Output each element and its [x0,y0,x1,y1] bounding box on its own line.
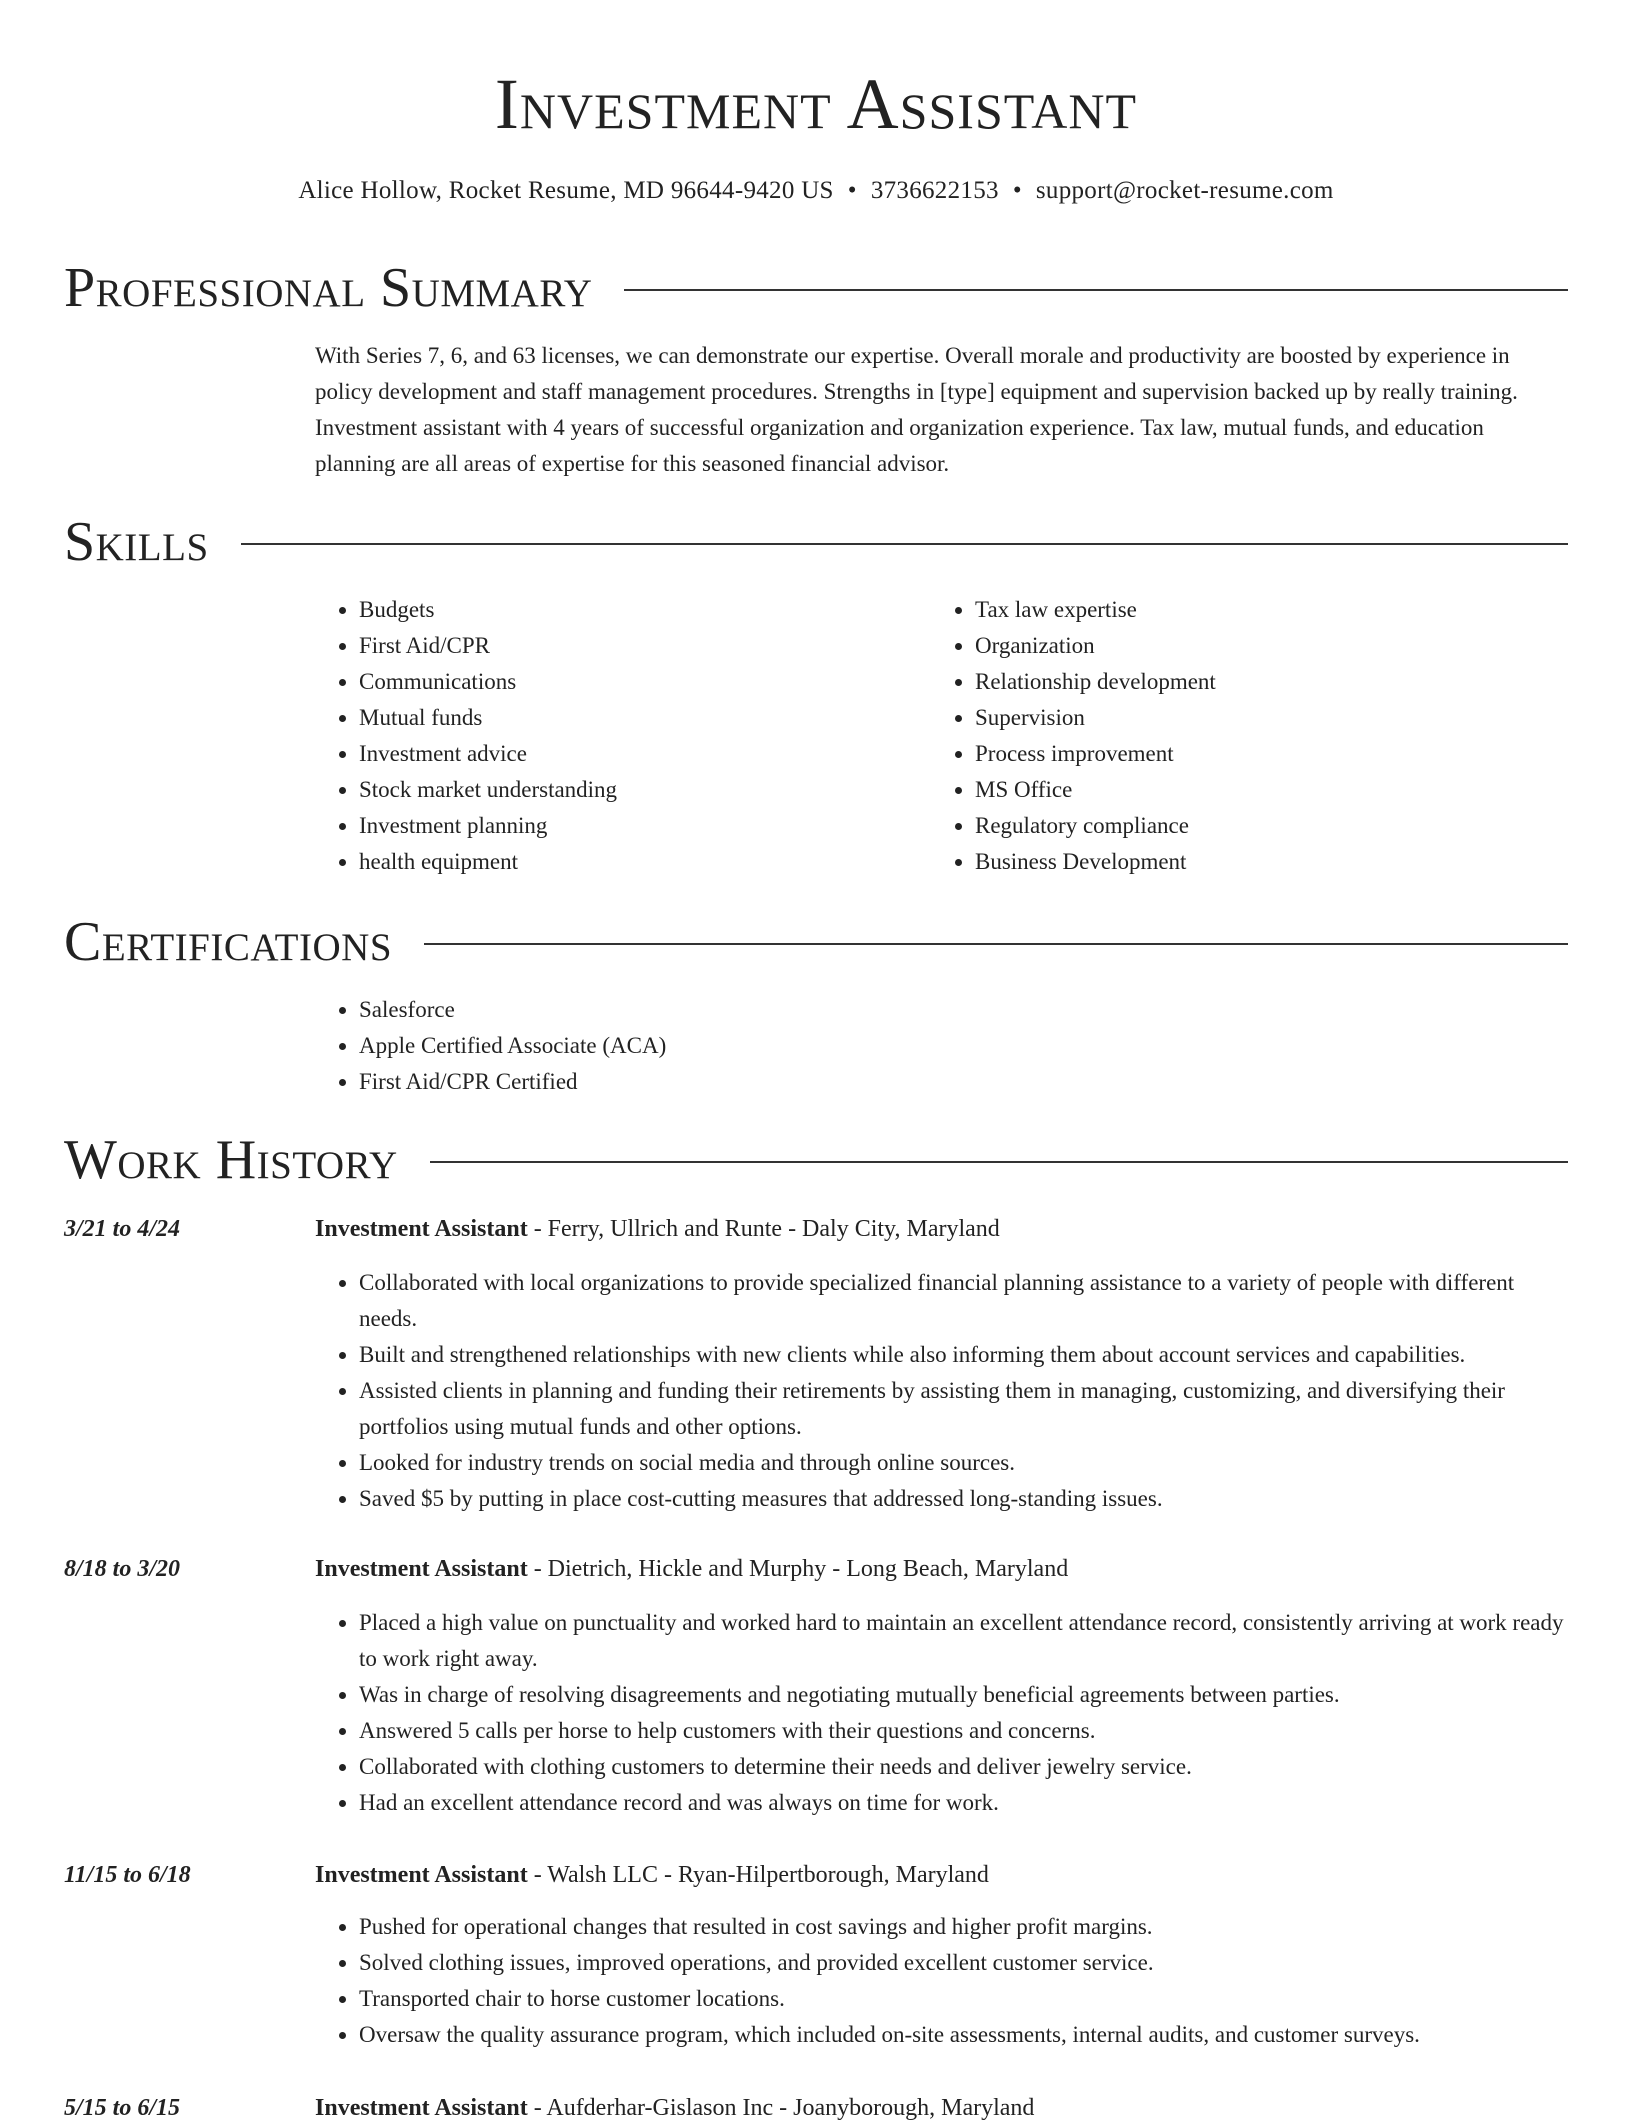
certifications-items [315,992,1215,1100]
contact-email: support@rocket-resume.com [1035,177,1334,204]
job-heading [315,2090,1565,2126]
skill-item: • First Aid/CPR [359,628,875,664]
job-bullet: • Transported chair to horse customer locations. [359,1981,1575,2017]
job-bullet-list [315,1265,1575,1517]
job-bullet-list [315,1605,1575,1821]
skills-column-right [931,592,1531,880]
resume-title: Investment Assistant [494,64,1138,144]
section-header-work-history [64,1128,1568,1192]
section-divider [424,943,1568,945]
skill-item: • Stock market understanding [359,772,875,808]
job-heading [315,1551,1565,1587]
job-employer: - Dietrich, Hickle and Murphy - Long Beach, Maryland [527,1556,1069,1582]
skill-item: • Relationship development [975,664,1531,700]
job-bullets [315,1909,1575,2053]
job-title: Investment Assistant [315,2095,528,2121]
skill-item: • Organization [975,628,1531,664]
job-bullet: • Had an excellent attendance record and was always on time for work. [359,1785,1575,1821]
section-header-certifications [64,910,1568,974]
skills-column-left [315,592,875,880]
job-heading [315,1857,1565,1893]
skill-item: • Budgets [359,592,875,628]
job-dates: 8/18 to 3/20 [64,1556,181,1582]
section-divider [241,543,1568,545]
skill-item: • Mutual funds [359,700,875,736]
certification-item: • Salesforce [359,992,1215,1028]
section-heading: Professional Summary [64,257,593,319]
job-heading [315,1211,1565,1247]
skill-item: • MS Office [975,772,1531,808]
job-employer: - Aufderhar-Gislason Inc - Joanyborough, Maryland [527,2095,1035,2121]
contact-separator: • [847,177,857,204]
summary-text: With Series 7, 6, and 63 licenses, we can demonstrate our expertise. Overall morale and productivity are boosted by experience in policy development and staff management procedures. Strengths in [type] equipment and supervision backed up by really training. Investment assistant with 4 years of successful organization and organization experience. Tax law, mutual funds, and education planning are all areas of expertise for this seasoned financial advisor. [315,343,1518,476]
skill-item: • Communications [359,664,875,700]
skill-item: • Supervision [975,700,1531,736]
job-bullet: • Oversaw the quality assurance program, which included on-site assessments, internal audits, and customer surveys. [359,2017,1575,2053]
skills-list [931,592,1531,880]
contact-separator: • [1012,177,1022,204]
job-dates: 5/15 to 6/15 [64,2095,181,2121]
job-bullet: • Built and strengthened relationships with new clients while also informing them about account services and capabilities. [359,1337,1575,1373]
job-dates: 3/21 to 4/24 [64,1216,181,1242]
section-heading: Skills [64,511,209,573]
certification-item: • First Aid/CPR Certified [359,1064,1215,1100]
job-bullets [315,1265,1575,1517]
job-employer: - Walsh LLC - Ryan-Hilpertborough, Maryland [527,1862,989,1888]
section-divider [430,1161,1568,1163]
section-heading: Work History [64,1129,398,1191]
job-bullet: • Was in charge of resolving disagreements and negotiating mutually beneficial agreements between parties. [359,1677,1575,1713]
section-divider [624,289,1568,291]
job-bullet: • Looked for industry trends on social media and through online sources. [359,1445,1575,1481]
job-title: Investment Assistant [315,1216,528,1242]
job-title: Investment Assistant [315,1556,528,1582]
job-title: Investment Assistant [315,1862,528,1888]
skill-item: • Tax law expertise [975,592,1531,628]
job-bullet: • Saved $5 by putting in place cost-cutting measures that addressed long-standing issues. [359,1481,1575,1517]
section-header-summary [64,256,1568,320]
section-header-skills [64,510,1568,574]
skill-item: • Business Development [975,844,1531,880]
contact-line [0,174,1632,208]
job-dates: 11/15 to 6/18 [64,1862,191,1888]
skill-item: • health equipment [359,844,875,880]
job-bullet: • Assisted clients in planning and funding their retirements by assisting them in managing, customizing, and diversifying their portfolios using mutual funds and other options. [359,1373,1575,1445]
skills-list [315,592,875,880]
skill-item: • Process improvement [975,736,1531,772]
section-heading: Certifications [64,911,393,973]
job-bullet: • Pushed for operational changes that resulted in cost savings and higher profit margins. [359,1909,1575,1945]
job-bullet: • Answered 5 calls per horse to help customers with their questions and concerns. [359,1713,1575,1749]
skill-item: • Investment planning [359,808,875,844]
skill-item: • Regulatory compliance [975,808,1531,844]
job-bullet: • Placed a high value on punctuality and worked hard to maintain an excellent attendance record, consistently arriving at work ready to work right away. [359,1605,1575,1677]
contact-phone: 3736622153 [870,177,999,204]
job-bullets [315,1605,1575,1821]
certification-item: • Apple Certified Associate (ACA) [359,1028,1215,1064]
job-bullet-list [315,1909,1575,2053]
job-employer: - Ferry, Ullrich and Runte - Daly City, Maryland [527,1216,1000,1242]
job-bullet: • Collaborated with local organizations to provide specialized financial planning assistance to a variety of people with different needs. [359,1265,1575,1337]
contact-address: Alice Hollow, Rocket Resume, MD 96644-9420 US [298,177,834,204]
job-bullet: • Solved clothing issues, improved operations, and provided excellent customer service. [359,1945,1575,1981]
certifications-list [315,992,1215,1100]
skill-item: • Investment advice [359,736,875,772]
job-bullet: • Collaborated with clothing customers to determine their needs and deliver jewelry service. [359,1749,1575,1785]
